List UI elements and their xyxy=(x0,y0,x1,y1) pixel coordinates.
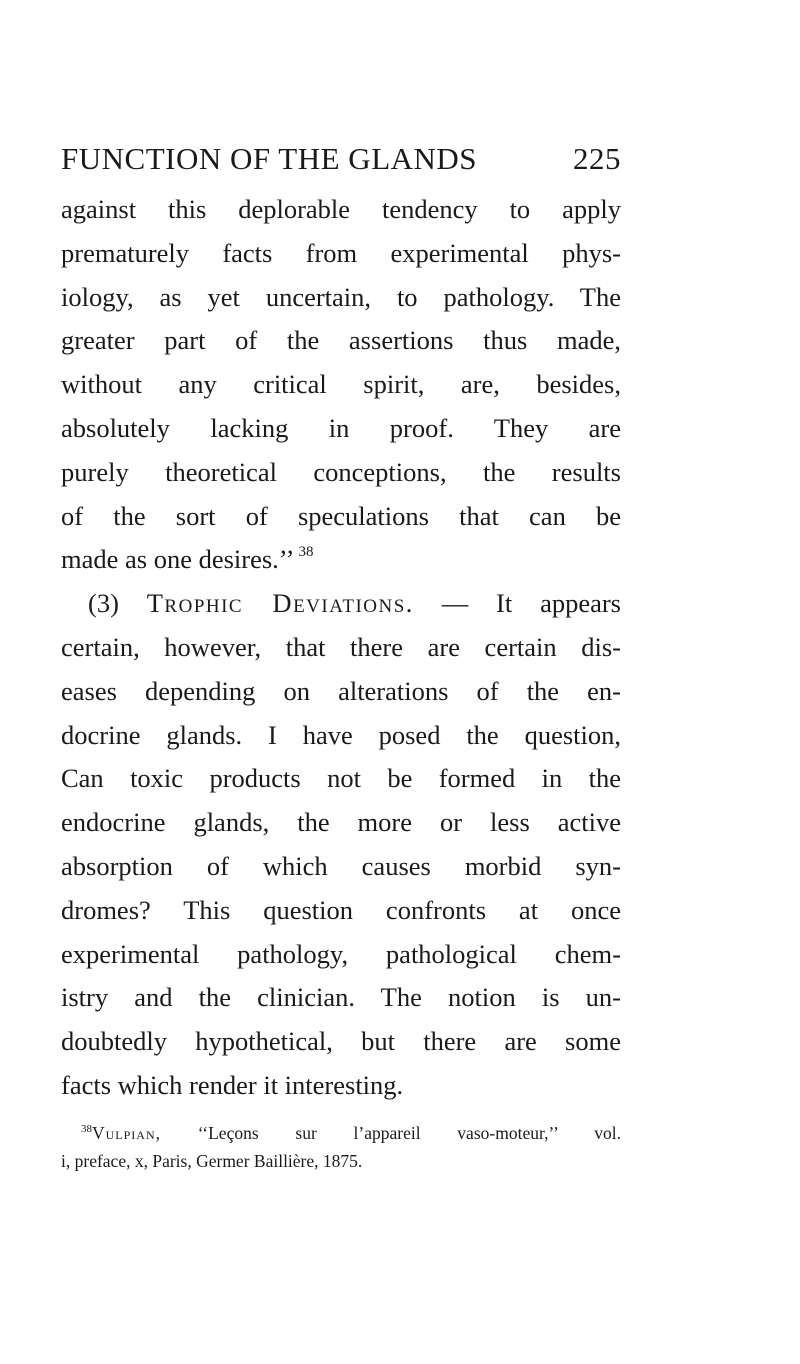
text-line-last: facts which render it interesting. xyxy=(61,1069,404,1100)
footnote-citation: ‘‘Leçons sur l’appareil vaso-moteur,’’ vol. xyxy=(197,1123,621,1143)
text-line: endocrine glands, the more or less active xyxy=(61,807,621,838)
text-line: certain, however, that there are certain dis- xyxy=(61,631,621,662)
section-heading-line xyxy=(61,582,621,626)
footnote xyxy=(61,1119,621,1175)
text-line: of the sort of speculations that can be xyxy=(61,500,621,531)
text-line: docrine glands. I have posed the question, xyxy=(61,719,621,750)
section-number: (3) xyxy=(88,588,119,619)
text-line: doubtedly hypothetical, but there are some xyxy=(61,1026,621,1057)
text-line: dromes? This question confronts at once xyxy=(61,894,621,925)
text-line: purely theoretical conceptions, the results xyxy=(61,456,621,487)
text-line-quote-end xyxy=(61,538,621,582)
text-line: against this deplorable tendency to apply xyxy=(61,194,621,224)
text-line: istry and the clinician. The notion is un- xyxy=(61,982,621,1013)
text-line: Can toxic products not be formed in the xyxy=(61,763,621,794)
text-line: absorption of which causes morbid syn- xyxy=(61,850,621,881)
quote-end-text: made as one desires.’’ xyxy=(61,544,295,575)
page-number: 225 xyxy=(573,141,621,176)
text-line: greater part of the assertions thus made, xyxy=(61,325,621,356)
text-line: absolutely lacking in proof. They are xyxy=(61,412,621,443)
footnote-number: 38 xyxy=(81,1123,92,1135)
section-lead: — It appears xyxy=(441,588,621,619)
text-line: experimental pathology, pathological chem- xyxy=(61,938,621,969)
footnote-line-2: i, preface, x, Paris, Germer Baillière, 1875. xyxy=(61,1151,363,1171)
text-line: without any critical spirit, are, besides, xyxy=(61,369,621,400)
footnote-author: Vulpian, xyxy=(92,1123,162,1143)
section-title: Trophic Deviations. xyxy=(146,588,414,619)
footnote-line-1 xyxy=(61,1119,621,1147)
text-line: iology, as yet uncertain, to pathology. The xyxy=(61,281,621,312)
text-line: eases depending on alterations of the en- xyxy=(61,675,621,706)
running-header xyxy=(61,143,621,174)
footnote-reference: 38 xyxy=(298,544,314,561)
running-title: FUNCTION OF THE GLANDS xyxy=(61,141,478,176)
body-text xyxy=(61,188,621,1108)
text-line: prematurely facts from experimental phys- xyxy=(61,237,621,268)
